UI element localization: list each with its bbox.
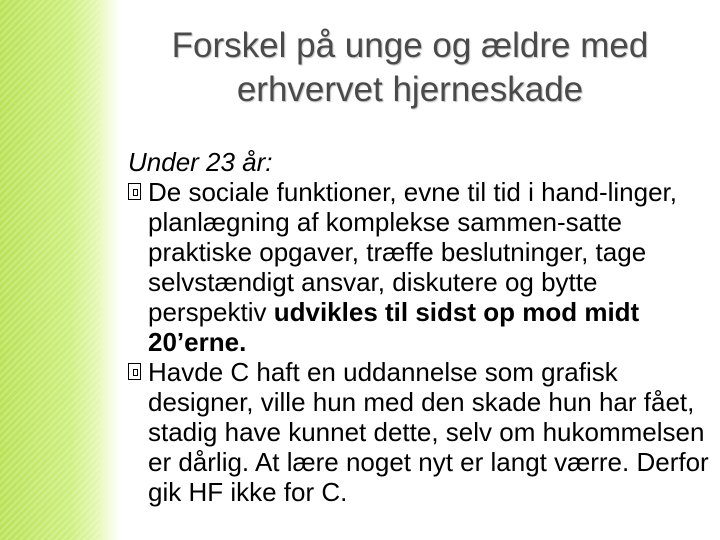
- bullet-item-2: [128, 357, 718, 507]
- slide-title: [120, 24, 700, 112]
- missing-glyph-bullet-icon: [128, 183, 141, 200]
- bullet-1-text: De sociale funktioner, evne til tid i hand-linger, planlægning af komplekse sammen-satte praktiske opgaver, træffe beslutninger, tage selvstændigt ansvar, diskutere og bytte perspektiv: [148, 177, 677, 327]
- decorative-side-band: [0, 0, 100, 540]
- title-line-1: Forskel på unge og ældre med: [171, 26, 649, 65]
- title-line-2: erhvervet hjerneskade: [236, 70, 584, 109]
- missing-glyph-bullet-icon: [128, 363, 141, 380]
- side-band-fade: [100, 0, 120, 540]
- bullet-item-1: [128, 177, 718, 357]
- bullet-1-bold-text: udvikles til sidst op mod midt 20’erne.: [148, 297, 640, 357]
- bullet-2-text: Havde C haft en uddannelse som grafisk designer, ville hun med den skade hun har fået, stadig have kunnet dette, selv om hukommelsen er dårlig. At lære noget nyt er langt værre. Derfor gik HF ikke for C.: [148, 357, 709, 507]
- section-heading: Under 23 år:: [128, 147, 273, 177]
- slide-body: [128, 147, 718, 507]
